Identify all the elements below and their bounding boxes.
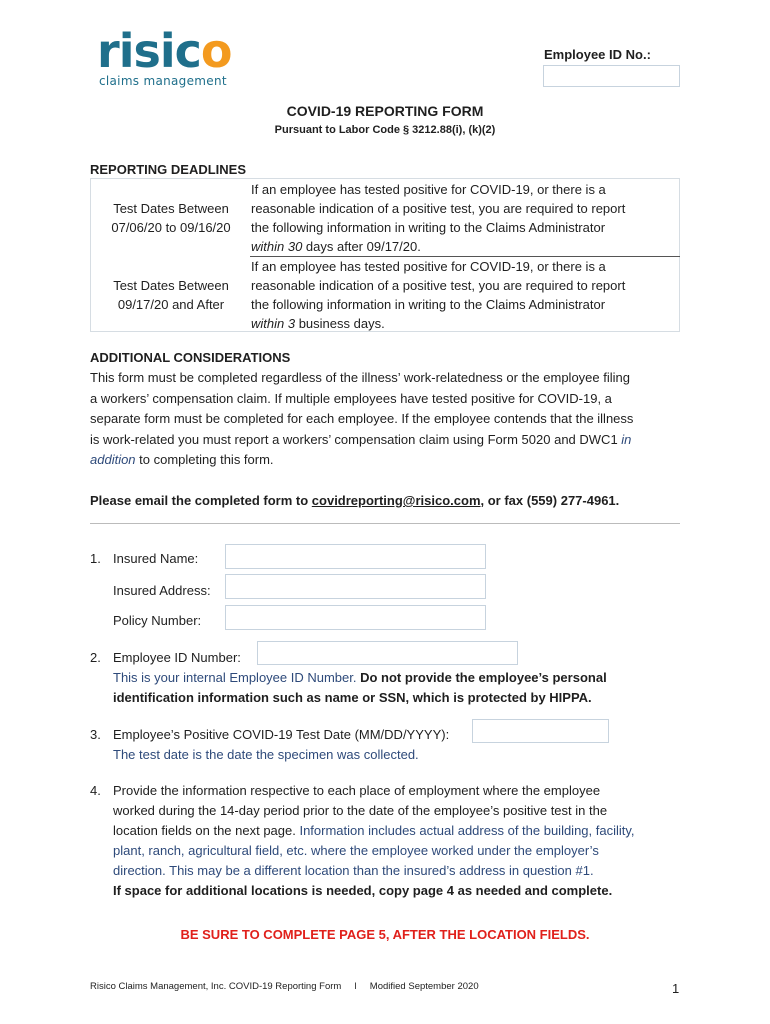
locations-instructions: Provide the information respective to each place of employment where the employee worked during the 14-day period prior to the date of the employee’s positive test in the location fields on the next page. Information includes actual address of the building, facility, plant, ranch, agricultural field, etc. where the employee worked under the employer’s direction. This may be a different location than the insured’s address in question #1. If space for additional locations is needed, copy page 4 as needed and complete.	[113, 783, 635, 898]
additional-considerations-heading: ADDITIONAL CONSIDERATIONS	[90, 350, 291, 365]
section-divider	[90, 523, 680, 524]
test-date-label: Employee’s Positive COVID-19 Test Date (MM/DD/YYYY):	[113, 727, 450, 742]
complete-page-5-warning: BE SURE TO COMPLETE PAGE 5, AFTER THE LOCATION FIELDS.	[180, 927, 590, 942]
deadline-row-1-dates: Test Dates Between 07/06/20 to 09/16/20	[111, 201, 231, 235]
policy-number-input[interactable]	[225, 605, 486, 630]
deadline-row-2-dates: Test Dates Between 09/17/20 and After	[113, 278, 229, 312]
employee-id-note: This is your internal Employee ID Number. Do not provide the employee’s personal identification information such as name or SSN, which is protected by HIPPA.	[113, 670, 607, 705]
company-logo	[97, 24, 232, 78]
logo-tagline: claims management	[99, 74, 227, 88]
question-4-number: 4.	[90, 783, 101, 798]
additional-considerations-text: This form must be completed regardless of the illness’ work-relatedness or the employee filing a workers’ compensation claim. If multiple employees have tested positive for COVID-19, a separate form must be completed for each employee. If the employee contends that the illness is work-related you must report a workers’ compensation claim using Form 5020 and DWC1 in addition to completing this form.	[90, 370, 634, 467]
reporting-deadlines-heading: REPORTING DEADLINES	[90, 162, 247, 177]
employee-id-number-input[interactable]	[257, 641, 518, 665]
question-2-number: 2.	[90, 650, 101, 665]
policy-number-label: Policy Number:	[113, 613, 202, 628]
form-title: COVID-19 REPORTING FORM	[286, 103, 484, 119]
email-instructions: Please email the completed form to covidreporting@risico.com, or fax (559) 277-4961.	[90, 493, 620, 508]
insured-name-label: Insured Name:	[113, 551, 199, 566]
deadline-row-1-text: If an employee has tested positive for COVID-19, or there is a reasonable indication of a positive test, you are required to report the following information in writing to the Claims Administrator within 30 days after 09/17/20.	[251, 182, 626, 254]
deadline-row-2-text: If an employee has tested positive for COVID-19, or there is a reasonable indication of a positive test, you are required to report the following information in writing to the Claims Administrator within 3 business days.	[251, 259, 626, 331]
insured-name-input[interactable]	[225, 544, 486, 569]
employee-id-input[interactable]	[543, 65, 680, 87]
page-number: 1	[672, 981, 680, 996]
insured-address-label: Insured Address:	[113, 583, 211, 598]
question-1-number: 1.	[90, 551, 101, 566]
question-3-number: 3.	[90, 727, 101, 742]
page-footer: Risico Claims Management, Inc. COVID-19 Reporting Form l Modified September 2020	[90, 981, 479, 992]
employee-id-label: Employee ID No.:	[544, 47, 651, 62]
form-subtitle: Pursuant to Labor Code § 3212.88(i), (k)(2)	[274, 124, 496, 136]
logo-word: risico	[97, 24, 232, 78]
insured-address-input[interactable]	[225, 574, 486, 599]
test-date-input[interactable]	[472, 719, 609, 743]
test-date-note: The test date is the date the specimen was collected.	[113, 747, 419, 762]
email-link[interactable]: covidreporting@risico.com	[311, 493, 481, 508]
employee-id-number-label: Employee ID Number:	[113, 650, 241, 665]
